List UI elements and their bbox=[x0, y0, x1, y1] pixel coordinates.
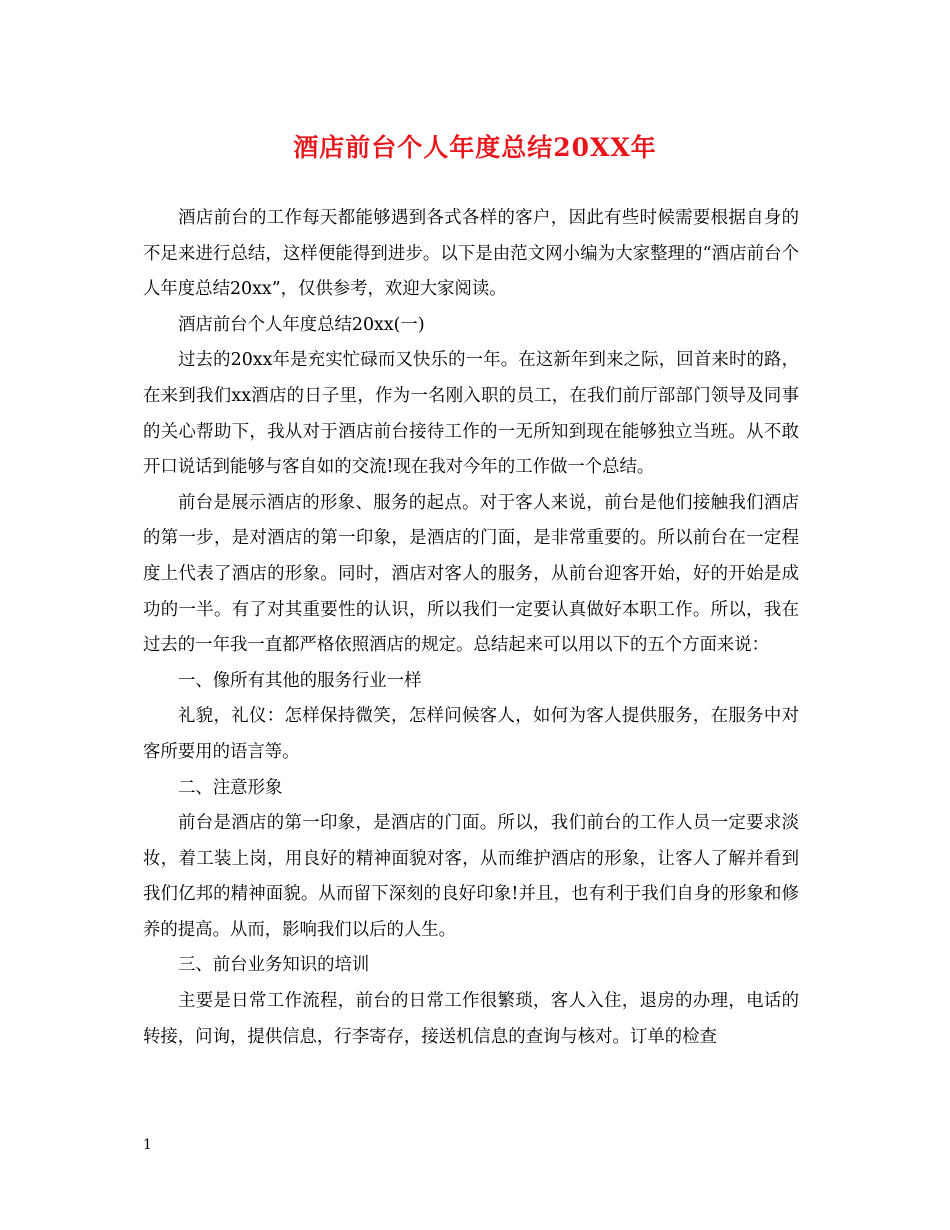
section-heading: 一、像所有其他的服务行业一样 bbox=[178, 670, 422, 691]
body-paragraph: 过去的20xx年是充实忙碌而又快乐的一年。在这新年到来之际，回首来时的路，在来到我们xx酒店的日子里，作为一名刚入职的员工，在我们前厅部部门领导及同事的关心帮助下，我从对于酒店前台接待工作的一无所知到现在能够独立当班。从不敢开口说话到能够与客自如的交流!现在我对今年的工作做一个总结。 bbox=[143, 350, 799, 478]
document-body bbox=[143, 201, 799, 1055]
section-heading: 二、注意形象 bbox=[178, 777, 283, 798]
body-paragraph: 前台是酒店的第一印象，是酒店的门面。所以，我们前台的工作人员一定要求淡妆，着工装上岗，用良好的精神面貌对客，从而维护酒店的形象，让客人了解并看到我们亿邦的精神面貌。从而留下深刻的良好印象!并且，也有利于我们自身的形象和修养的提高。从而，影响我们以后的人生。 bbox=[143, 813, 799, 940]
body-paragraph: 礼貌，礼仪：怎样保持微笑，怎样问候客人，如何为客人提供服务，在服务中对客所要用的语言等。 bbox=[143, 706, 799, 762]
intro-paragraph: 酒店前台的工作每天都能够遇到各式各样的客户，因此有些时候需要根据自身的不足来进行总结，这样便能得到进步。以下是由范文网小编为大家整理的“酒店前台个人年度总结20xx”，仅供参考，欢迎大家阅读。 bbox=[143, 208, 799, 300]
page-number: 1 bbox=[143, 1137, 152, 1153]
body-paragraph: 主要是日常工作流程，前台的日常工作很繁琐，客人入住，退房的办理，电话的转接，问询，提供信息，行李寄存，接送机信息的查询与核对。订单的检查 bbox=[143, 991, 799, 1047]
document-title: 酒店前台个人年度总结20XX年 bbox=[293, 133, 657, 162]
section-heading: 三、前台业务知识的培训 bbox=[178, 955, 370, 976]
section-subtitle: 酒店前台个人年度总结20xx(一) bbox=[178, 314, 425, 335]
body-paragraph: 前台是展示酒店的形象、服务的起点。对于客人来说，前台是他们接触我们酒店的第一步，是对酒店的第一印象，是酒店的门面，是非常重要的。所以前台在一定程度上代表了酒店的形象。同时，酒店对客人的服务，从前台迎客开始，好的开始是成功的一半。有了对其重要性的认识，所以我们一定要认真做好本职工作。所以，我在过去的一年我一直都严格依照酒店的规定。总结起来可以用以下的五个方面来说： bbox=[143, 492, 799, 656]
